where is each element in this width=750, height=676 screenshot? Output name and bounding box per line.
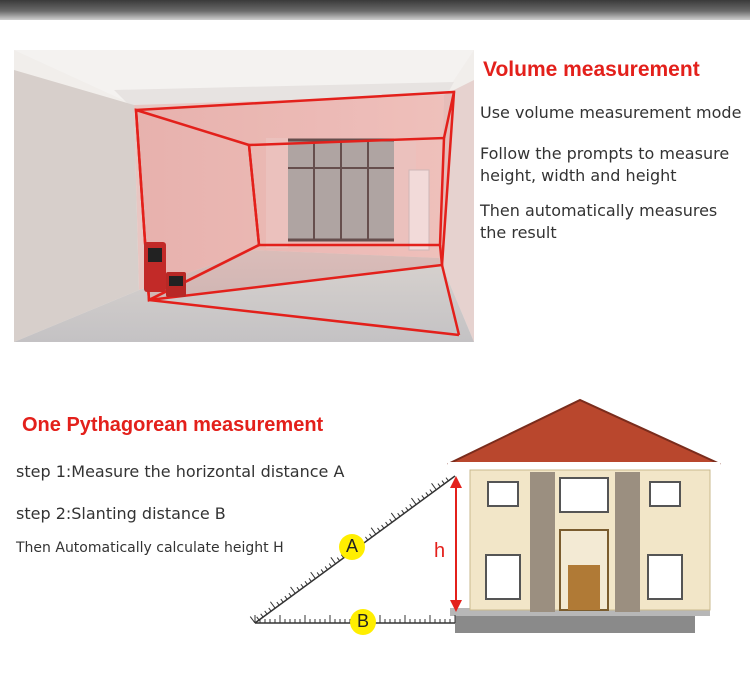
pythagorean-title: One Pythagorean measurement bbox=[22, 414, 324, 436]
label-b: B bbox=[356, 611, 369, 631]
volume-title: Volume measurement bbox=[483, 58, 700, 81]
step-3-text: Then Automatically calculate height H bbox=[16, 540, 284, 556]
volume-line-2 bbox=[480, 143, 729, 187]
volume-line-3 bbox=[480, 200, 717, 244]
room-volume-illustration bbox=[14, 50, 474, 342]
label-a: A bbox=[345, 536, 358, 556]
volume-line-3a: Then automatically measures bbox=[480, 201, 718, 220]
volume-line-3b: the result bbox=[480, 223, 557, 242]
volume-line-2b: height, width and height bbox=[480, 166, 677, 185]
volume-line-2a: Follow the prompts to measure bbox=[480, 144, 730, 163]
step-2-text: step 2:Slanting distance B bbox=[16, 504, 226, 523]
volume-line-1: Use volume measurement mode bbox=[480, 103, 742, 122]
step-1-text: step 1:Measure the horizontal distance A bbox=[16, 462, 345, 481]
label-h: h bbox=[434, 540, 446, 562]
top-gradient-bar bbox=[0, 0, 750, 20]
